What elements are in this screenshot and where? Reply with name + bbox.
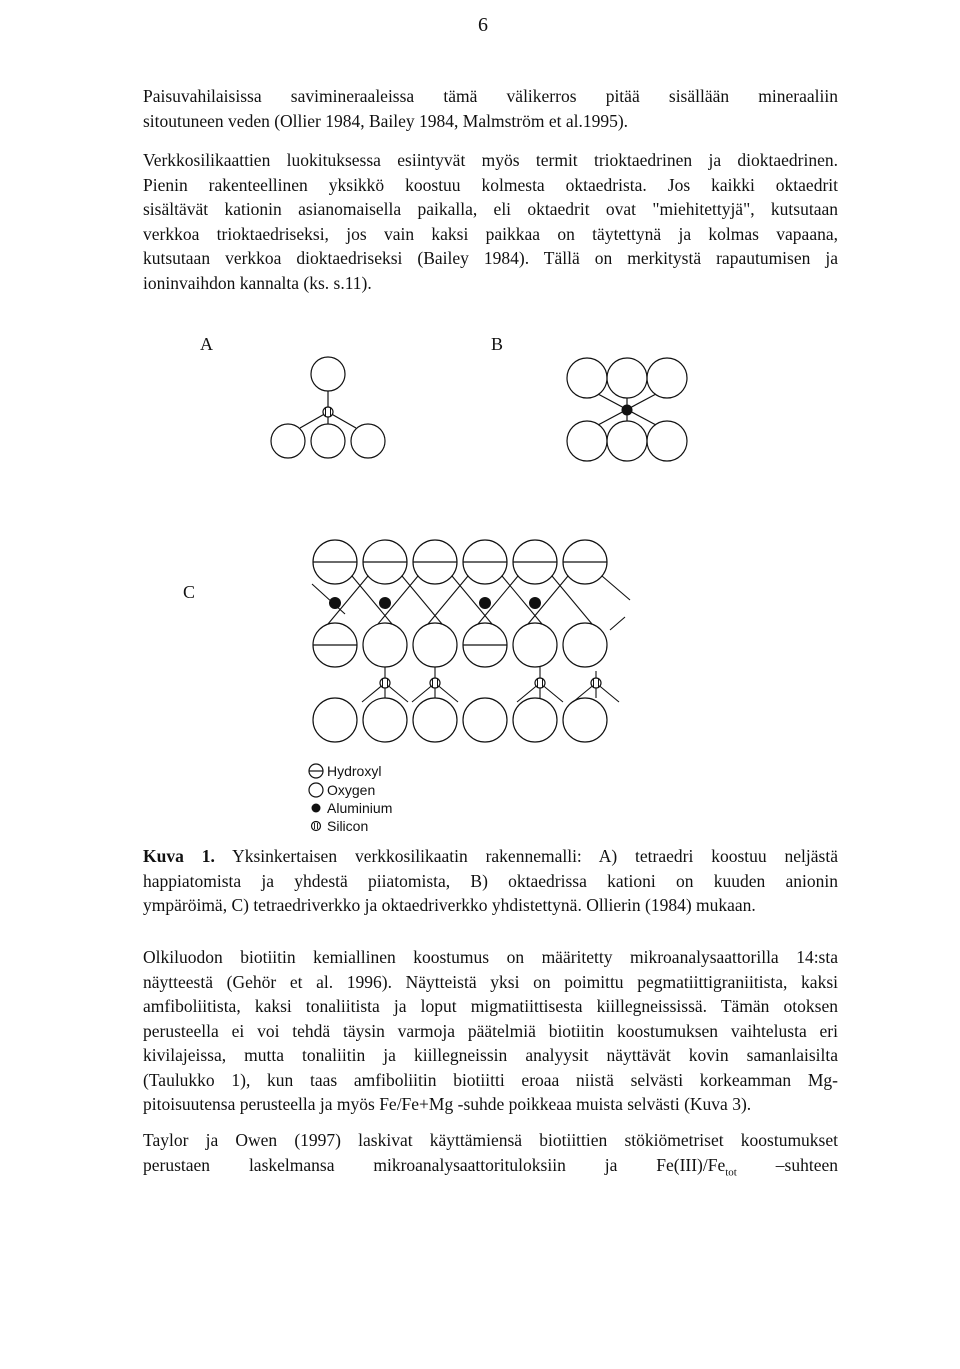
- text-line: kivilajeissa, mutta tonaliitin ja kiillegneissin analyysit näyttävät kovin samanlaisilta: [143, 1045, 838, 1065]
- hydroxyl-row: [313, 540, 607, 584]
- aluminium-legend-icon: [312, 804, 321, 813]
- silicon-atoms: [380, 678, 601, 688]
- legend-silicon-label: Silicon: [327, 818, 369, 834]
- oxygen-atom: [311, 424, 345, 458]
- combined-sheet-diagram: [312, 540, 630, 742]
- octahedron-diagram: [567, 358, 687, 461]
- oxygen-atom: [311, 357, 345, 391]
- middle-row: [313, 623, 607, 667]
- silicon-atom: [323, 407, 333, 417]
- text-line: Paisuvahilaisissa savimineraaleissa tämä välikerros pitää sisällään mineraaliin: [143, 86, 838, 106]
- text-line: Pienin rakenteellinen yksikkö koostuu kolmesta oktaedrista. Jos kaikki oktaedrit: [143, 174, 838, 195]
- text-line: näytteestä (Gehör et al. 1996). Näytteistä yksi on poimittu pegmatiittigraniitista, kaksi: [143, 971, 838, 992]
- oxygen-atom: [567, 358, 607, 398]
- legend-hydroxyl-label: Hydroxyl: [327, 763, 382, 779]
- legend: [309, 764, 323, 831]
- text-line: kutsutaan verkkoa dioktaedriseksi (Bailey 1984). Tällä on merkitystä rapautumisen ja: [143, 248, 838, 268]
- paragraph-biotite-composition: [143, 945, 838, 1117]
- paragraph-taylor-owen: [143, 1128, 838, 1185]
- text-line: perusteella ei voi tehdä täysin varmoja päätelmiä biotiitin koostumuksen vaihtelusta eri: [143, 1020, 838, 1041]
- aluminium-atom: [379, 597, 391, 609]
- figure-caption: [143, 844, 838, 918]
- caption-label: Kuva 1.: [143, 846, 215, 866]
- text-line: (Taulukko 1), kun taas amfiboliitin biotiitti eroaa niistä selvästi korkeamman Mg-: [143, 1069, 838, 1090]
- tetrahedron-diagram: [271, 357, 385, 458]
- aluminium-atom: [479, 597, 491, 609]
- legend-aluminium-label: Aluminium: [327, 800, 393, 816]
- text-line: perustaen laskelmansa mikroanalysaattorituloksiin ja Fe(III)/Fe: [143, 1154, 726, 1175]
- text-line: happiatomista ja yhdestä piiatomista, B) oktaedrissa kationi on kuuden anionin: [143, 870, 838, 891]
- text-line: pitoisuutensa perusteella ja myös Fe/Fe+Mg -suhde poikkeaa muista selvästi (Kuva 3).: [143, 1094, 752, 1114]
- text-line: Verkkosilikaattien luokituksessa esiintyvät myös termit trioktaedrinen ja dioktaedrinen.: [143, 150, 838, 170]
- subscript-tot: tot: [725, 1166, 737, 1178]
- oxygen-atom: [647, 421, 687, 461]
- text-line: ympäröimä, C) tetraedriverkko ja oktaedriverkko yhdistettynä. Ollierin (1984) mukaan.: [143, 895, 756, 915]
- text-line: sitoutuneen veden (Ollier 1984, Bailey 1984, Malmström et al.1995).: [143, 110, 629, 131]
- aluminium-atom: [329, 597, 341, 609]
- oxygen-atom: [271, 424, 305, 458]
- page-number: 6: [478, 14, 488, 36]
- oxygen-atom: [351, 424, 385, 458]
- oxygen-legend-icon: [309, 783, 323, 797]
- figure-label-a: A: [200, 334, 213, 354]
- text-line: amfiboliitista, kaksi tonaliitista ja loput migmatiittisesta kiillegneississä. Tämän otoksen: [143, 996, 838, 1016]
- oxygen-atom: [647, 358, 687, 398]
- silicon-legend-icon: [312, 822, 321, 831]
- aluminium-atom: [529, 597, 541, 609]
- text-line: Yksinkertaisen verkkosilikaatin rakennemalli: A) tetraedri koostuu neljästä: [232, 846, 838, 866]
- aluminium-atom: [622, 405, 633, 416]
- oxygen-atom: [567, 421, 607, 461]
- text-line: ioninvaihdon kannalta (ks. s.11).: [143, 272, 372, 293]
- figure-label-b: B: [491, 334, 504, 354]
- text-line: sisältävät kationin asianomaisella paikalla, eli oktaedrit ovat "miehitettyjä", kutsutaan: [143, 199, 838, 219]
- text-line: Taylor ja Owen (1997) laskivat käyttämiensä biotiittien stökiömetriset koostumukset: [143, 1130, 838, 1150]
- text-line: Olkiluodon biotiitin kemiallinen koostumus on määritetty mikroanalysaattorilla 14:sta: [143, 947, 838, 967]
- text-line: –suhteen: [736, 1154, 838, 1175]
- bottom-oxygen-row: [313, 698, 607, 742]
- oxygen-atom: [607, 421, 647, 461]
- oxygen-atom: [607, 358, 647, 398]
- legend-oxygen-label: Oxygen: [327, 782, 376, 798]
- text-line: verkkoa trioktaedriseksi, jos vain kaksi paikkaa on täytettynä ja kolmas vapaana,: [143, 223, 838, 244]
- figure-label-c: C: [183, 582, 196, 602]
